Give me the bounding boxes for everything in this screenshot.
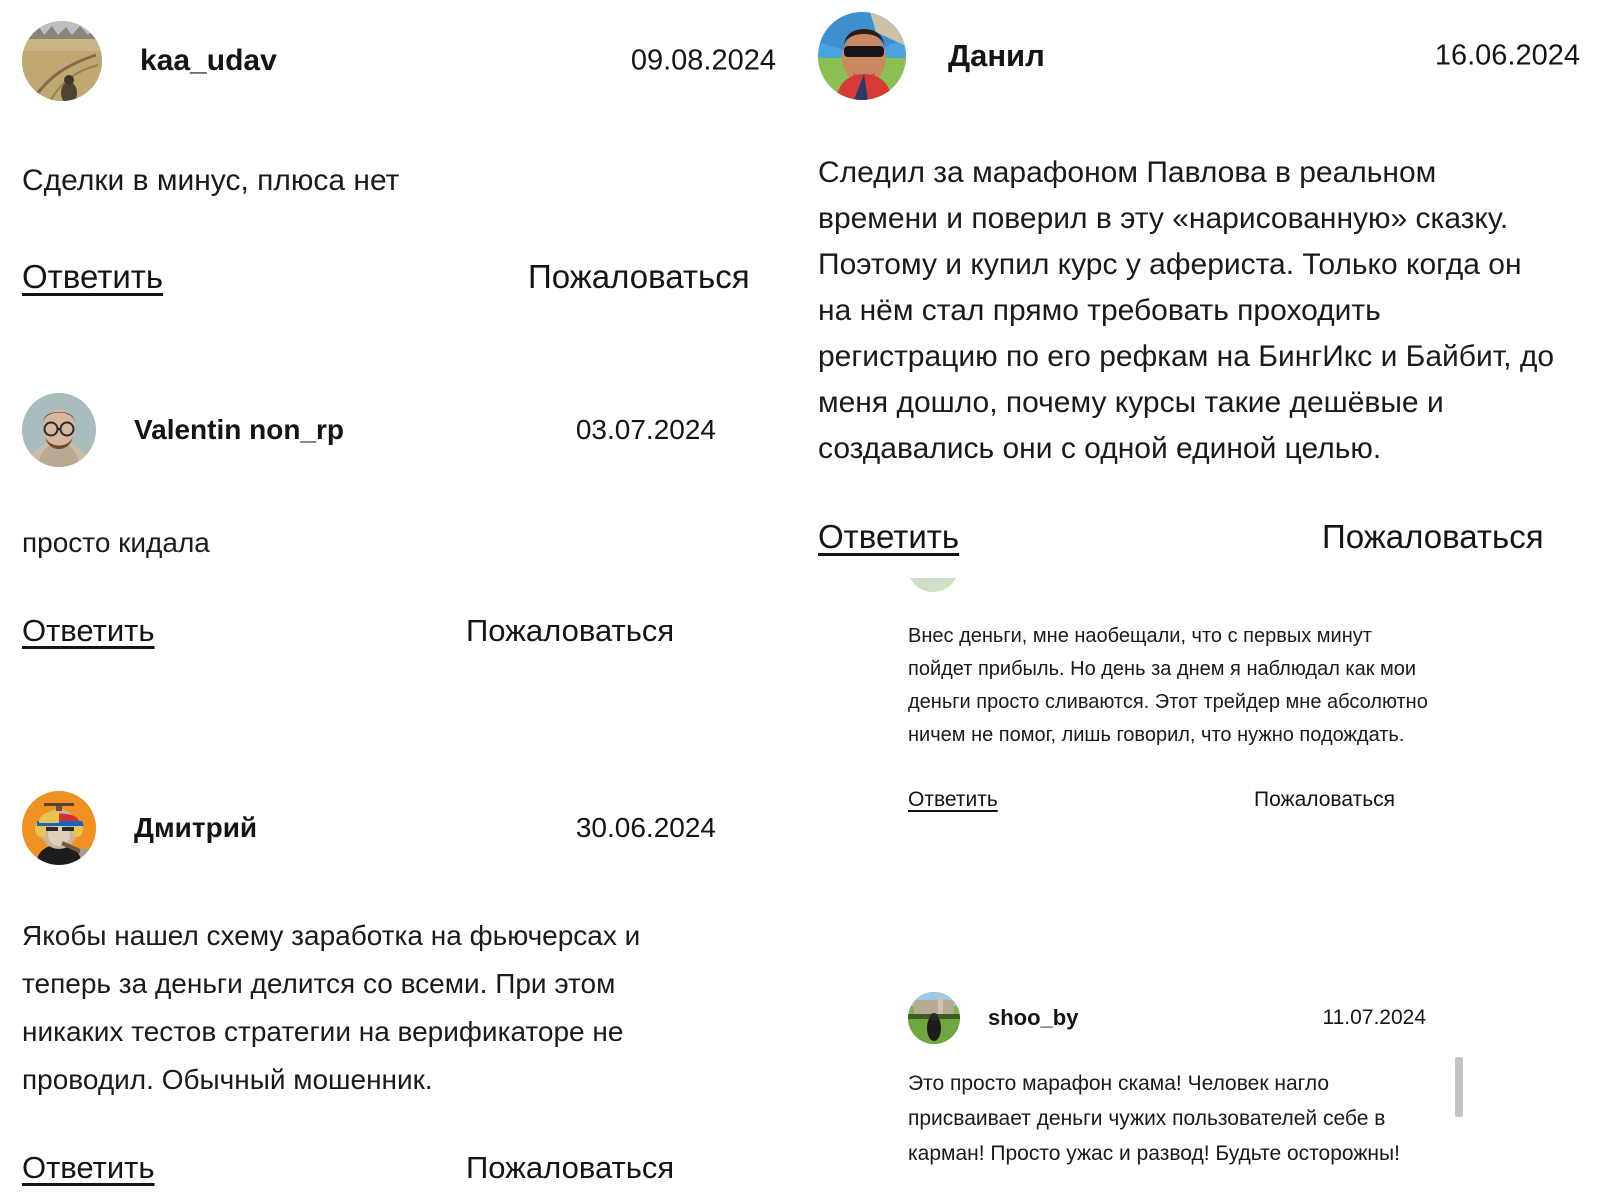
comment-header [22, 392, 722, 468]
reply-button[interactable]: Ответить [22, 258, 164, 295]
avatar [908, 992, 960, 1044]
comment-author: Данил [948, 38, 1045, 73]
comment-actions [908, 788, 1448, 818]
report-button[interactable]: Пожаловаться [1254, 788, 1396, 811]
comment-author: Valentin non_rp [134, 414, 345, 445]
comment-text: Внес деньги, мне наобещали, что с первых минут пойдет прибыль. Но день за днем я наблюдал как мои деньги просто сливаются. Этот трейдер мне абсолютно ничем не помог, лишь говорил, что нужно подождать. [908, 625, 1428, 746]
avatar [22, 393, 96, 467]
report-button[interactable]: Пожаловаться [528, 258, 750, 295]
avatar [22, 791, 96, 865]
comment-author: kaa_udav [140, 44, 277, 77]
vertical-scrollbar[interactable] [1455, 1057, 1463, 1117]
report-button[interactable]: Пожаловаться [466, 613, 675, 648]
comment-author: shoo_by [988, 1005, 1079, 1030]
avatar [22, 21, 102, 101]
comment-header [22, 790, 722, 866]
comment-dmitry [22, 790, 722, 1194]
avatar [908, 578, 958, 592]
comment-actions [22, 1150, 722, 1194]
report-button[interactable]: Пожаловаться [1322, 518, 1544, 555]
comment-header [908, 990, 1438, 1046]
comment-text: Якобы нашел схему заработка на фьючерсах и теперь за деньги делится со всеми. При этом никаких тестов стратегии на верификаторе не проводил. Обычный мошенник. [22, 920, 641, 1095]
comment-date: 09.08.2024 [630, 44, 776, 77]
reply-button[interactable]: Ответить [908, 788, 998, 811]
comment-date: 11.07.2024 [1322, 1006, 1426, 1029]
reply-button[interactable]: Ответить [22, 613, 155, 648]
comment-nested-anonymous [908, 620, 1448, 818]
comment-text: Это просто марафон скама! Человек нагло присваивает деньги чужих пользователей себе в карман! Просто ужас и развод! Будьте осторожны! [908, 1072, 1400, 1165]
comment-date: 16.06.2024 [1434, 39, 1580, 72]
comment-date: 30.06.2024 [575, 812, 716, 843]
comment-kaa-udav [22, 20, 782, 304]
comment-actions [818, 518, 1584, 564]
comment-danil [818, 10, 1584, 564]
comment-actions [22, 258, 782, 304]
clipped-avatar [908, 578, 958, 592]
report-button[interactable]: Пожаловаться [466, 1150, 675, 1185]
right-comments-column [800, 0, 1600, 1200]
comment-text: просто кидала [22, 527, 210, 558]
comment-header [22, 20, 782, 102]
comment-actions [22, 613, 722, 657]
comment-shoo-by [908, 990, 1438, 1171]
comment-date: 03.07.2024 [575, 414, 716, 445]
comment-header [818, 10, 1584, 102]
reply-button[interactable]: Ответить [22, 1150, 155, 1185]
comment-text: Сделки в минус, плюса нет [22, 164, 400, 197]
avatar [818, 12, 906, 100]
comment-valentin-non-rp [22, 392, 722, 657]
comment-author: Дмитрий [134, 812, 258, 843]
reply-button[interactable]: Ответить [818, 518, 960, 555]
comment-text: Следил за марафоном Павлова в реальном времени и поверил в эту «нарисованную» сказку. Поэтому и купил курс у афериста. Только когда он на нём стал прямо требовать проходить регистрацию по его рефкам на БингИкс и Байбит, до меня дошло, почему курсы такие дешёвые и создавались они с одной единой целью. [818, 156, 1555, 465]
